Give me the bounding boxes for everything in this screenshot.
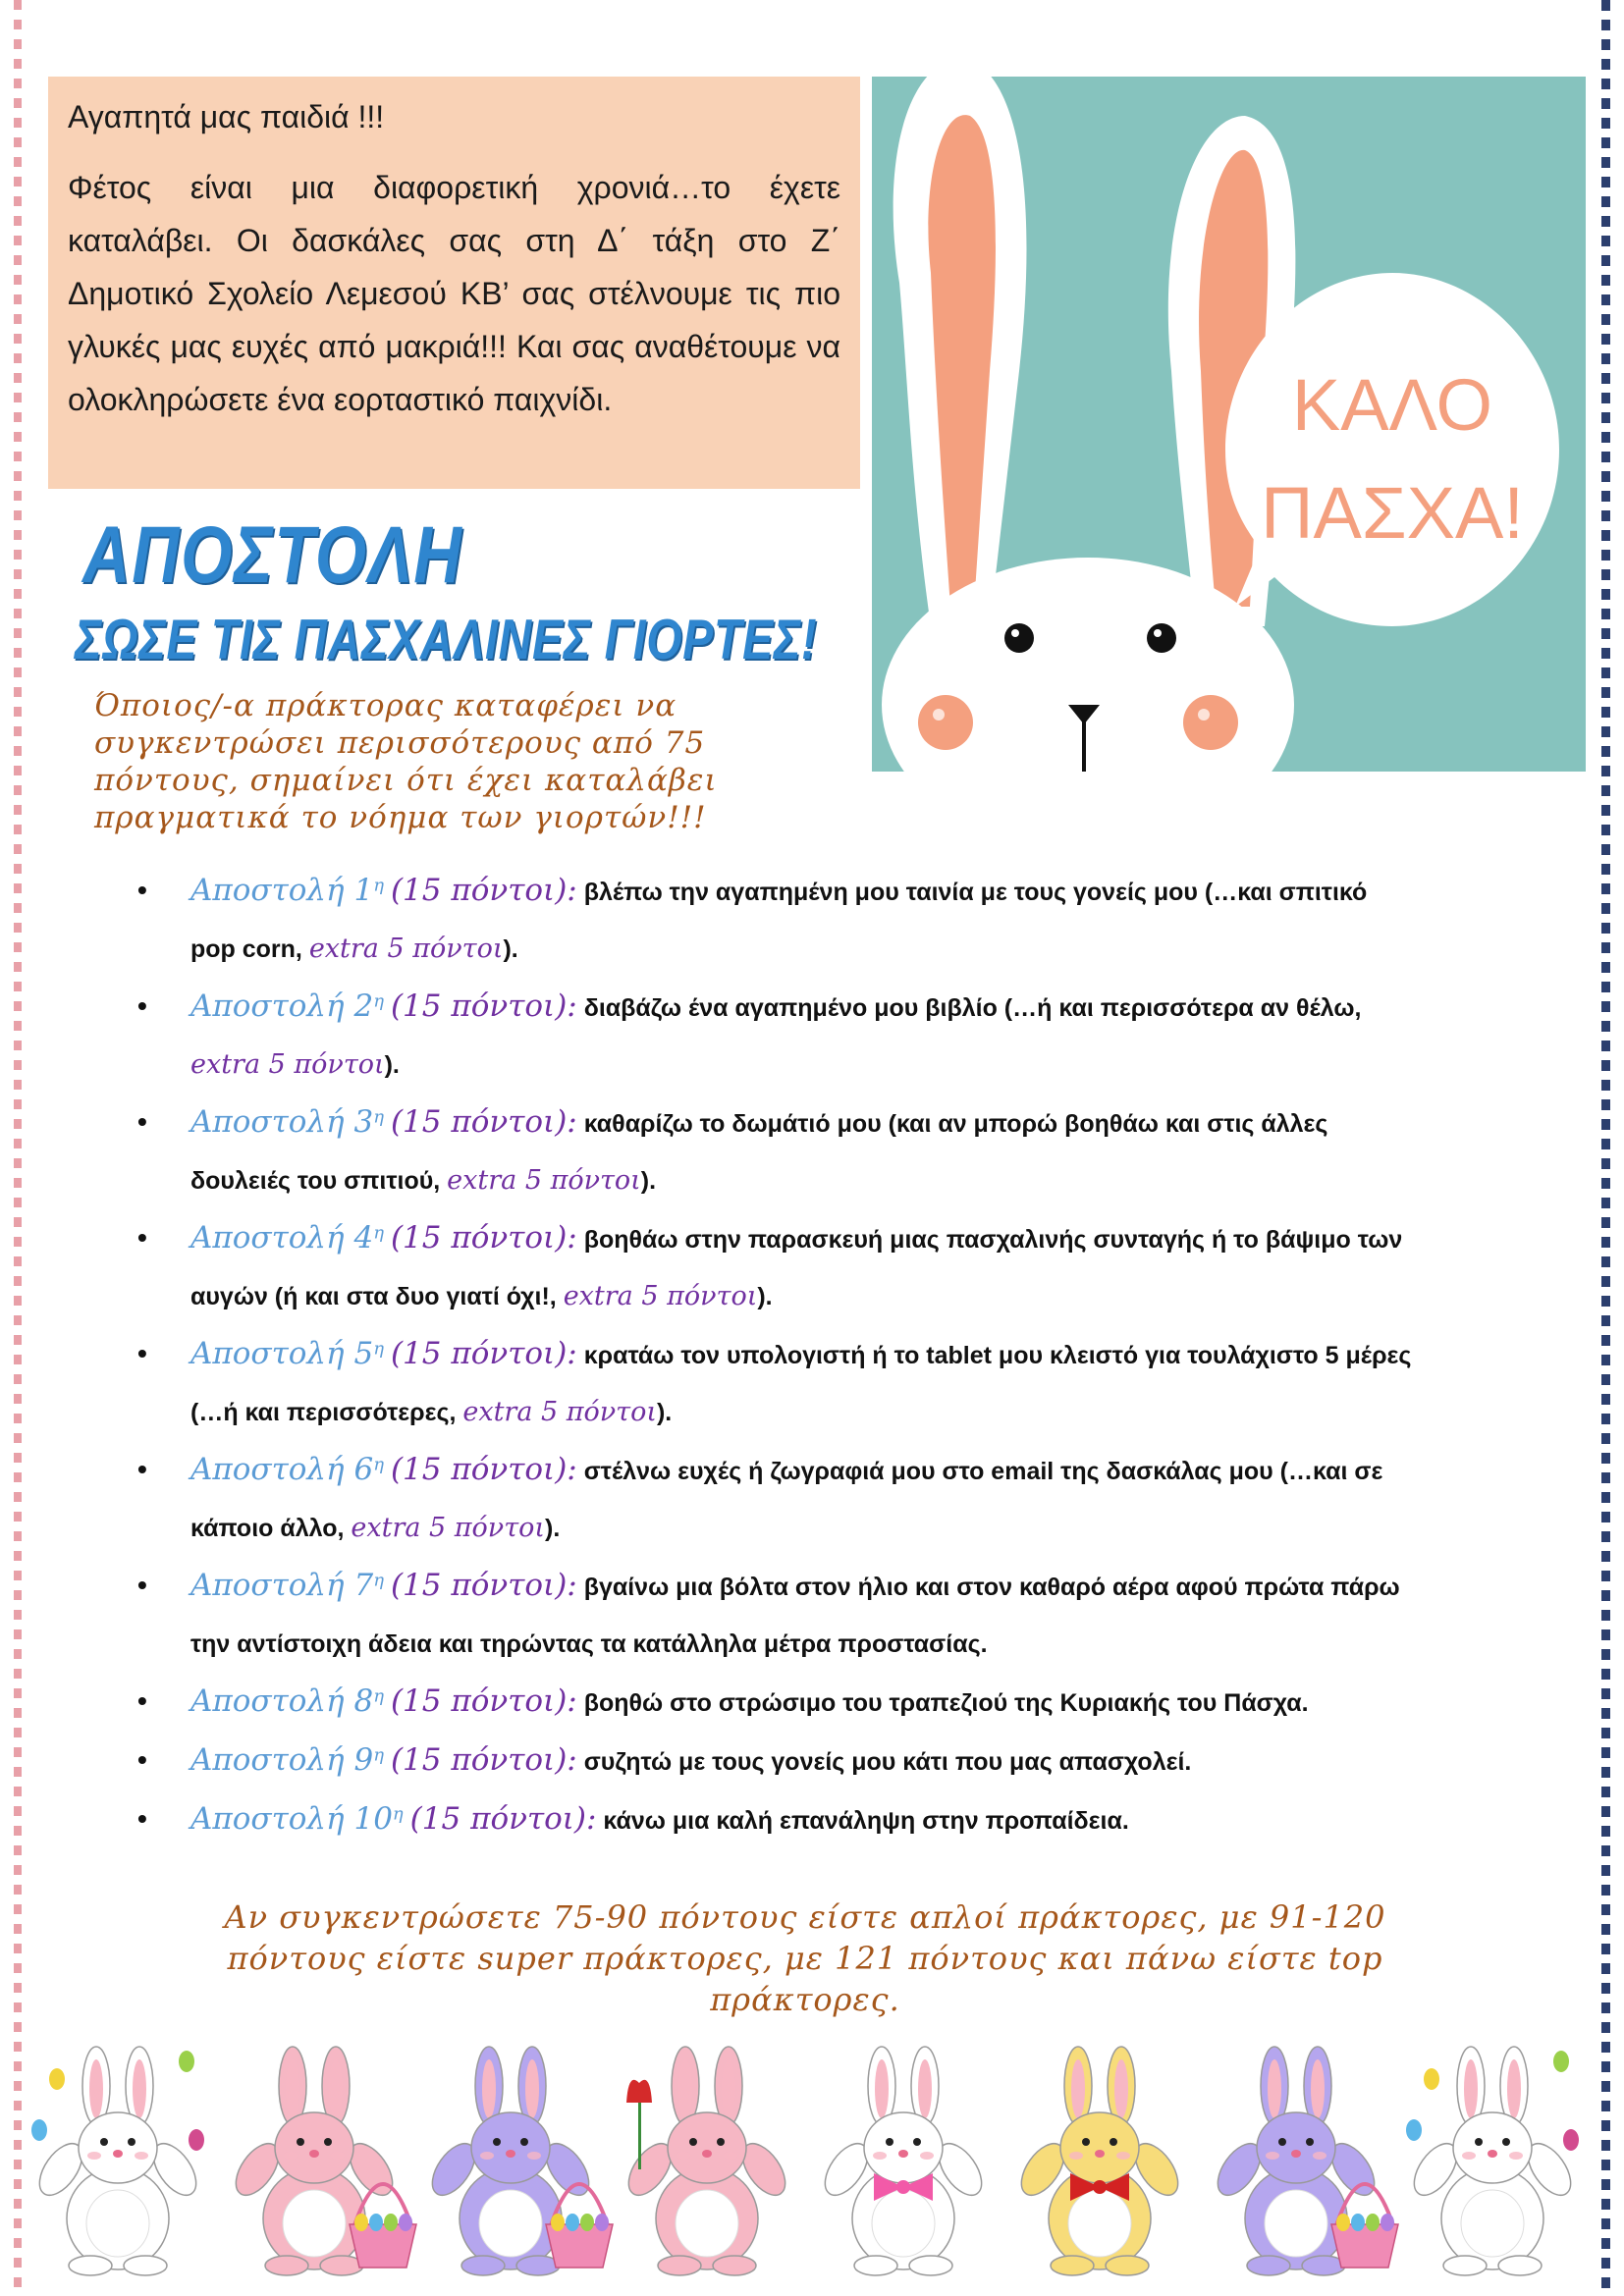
mission-label: Αποστολή 1 [190, 873, 374, 908]
mission-list [137, 862, 1414, 1849]
mission-points: (15 πόντοι): [390, 1568, 577, 1603]
mission-points: (15 πόντοι): [409, 1801, 597, 1837]
mission-extra: extra 5 πόντοι [447, 1165, 641, 1196]
mission-end: ). [384, 1051, 400, 1079]
mission-item [137, 978, 1414, 1094]
mission-points: (15 πόντοι): [390, 1104, 577, 1140]
bunny-figure [1406, 2047, 1580, 2275]
mission-item [137, 1557, 1414, 1673]
mission-item [137, 1441, 1414, 1557]
bunny-figure [424, 2047, 613, 2275]
mission-text: κρατάω τον υπολογιστή ή το tablet μου κλειστό για τουλάχιστο 5 μέρες (…ή και περισσότερες, [190, 1342, 1412, 1426]
mission-text: διαβάζω ένα αγαπημένο μου βιβλίο (…ή και περισσότερα αν θέλω, [576, 994, 1362, 1022]
easter-bunny-poster [872, 77, 1586, 772]
mission-extra: extra 5 πόντοι [351, 1513, 546, 1543]
mission-label: Αποστολή 3 [190, 1104, 374, 1140]
mission-extra: extra 5 πόντοι [462, 1397, 657, 1427]
bunny-face-illustration [872, 77, 1586, 772]
mission-label: Αποστολή 7 [190, 1568, 374, 1603]
mission-ordinal: η [373, 990, 384, 1012]
mission-end: ). [640, 1167, 657, 1195]
mission-ordinal: η [373, 1685, 384, 1707]
mission-points: (15 πόντοι): [390, 1452, 577, 1487]
left-dotted-border [14, 0, 22, 2296]
mission-label: Αποστολή 6 [190, 1452, 374, 1487]
mission-text: κάνω μια καλή επανάληψη στην προπαίδεια. [596, 1807, 1129, 1835]
mission-points: (15 πόντοι): [390, 873, 577, 908]
mission-ordinal: η [373, 1570, 384, 1591]
ranking-footer: Αν συγκεντρώσετε 75-90 πόντους είστε απλοί πράκτορες, με 91-120 πόντους είστε super πράκτορες, με 121 πόντους και πάνω είστε top πράκτορες. [224, 1898, 1386, 2018]
mission-points: (15 πόντοι): [390, 1683, 577, 1719]
poster-text-line2: ΠΑΣΧΑ! [1261, 472, 1524, 554]
mission-end: ). [656, 1399, 673, 1426]
mission-item [137, 862, 1414, 978]
mission-item [137, 1209, 1414, 1325]
mission-label: Αποστολή 5 [190, 1336, 374, 1371]
mission-ordinal: η [373, 1454, 384, 1475]
mission-label: Αποστολή 10 [190, 1801, 393, 1837]
intro-box [48, 77, 860, 489]
bunny-row [20, 2032, 1591, 2277]
mission-label: Αποστολή 2 [190, 988, 374, 1024]
mission-label: Αποστολή 9 [190, 1742, 374, 1778]
mission-ordinal: η [373, 1338, 384, 1360]
mission-end: ). [757, 1283, 773, 1310]
mission-ordinal: η [373, 1744, 384, 1766]
bunny-figure [1013, 2047, 1187, 2275]
mission-end: ). [503, 935, 518, 963]
mission-ordinal: η [392, 1803, 404, 1825]
mission-text: στέλνω ευχές ή ζωγραφιά μου στο email της δασκάλας μου (…και σε κάποιο άλλο, [190, 1458, 1383, 1542]
poster-text-line1: ΚΑΛΟ [1291, 364, 1493, 446]
mission-ordinal: η [373, 1106, 384, 1128]
title-save-easter: ΣΩΣΕ ΤΙΣ ΠΑΣΧΑΛΙΝΕΣ ΓΙΟΡΤΕΣ! [75, 608, 818, 671]
intro-greeting: Αγαπητά μας παιδιά !!! [68, 99, 385, 134]
mission-ordinal: η [373, 875, 384, 896]
mission-text: βοηθάω στην παρασκευή μιας πασχαλινής συνταγής ή το βάψιμο των αυγών (ή και στα δυο γιατί όχι!, [190, 1226, 1403, 1310]
bunny-figure [31, 2047, 205, 2275]
mission-label: Αποστολή 4 [190, 1220, 374, 1255]
bunny-figure [621, 2047, 794, 2275]
title-apostoli: ΑΠΟΣΤΟΛΗ [82, 510, 463, 600]
mission-end: ). [545, 1515, 561, 1542]
intro-body: Φέτος είναι μια διαφορετική χρονιά…το έχετε καταλάβει. Οι δασκάλες σας στη Δ΄ τάξη στο Ζ΄ Δημοτικό Σχολείο Λεμεσού ΚΒ’ σας στέλνουμε τις πιο γλυκές μας ευχές από μακριά!!! Και σας αναθέτουμε να ολοκληρώσετε ένα εορταστικό παιχνίδι. [68, 170, 840, 417]
right-dotted-border [1601, 0, 1610, 2296]
mission-label: Αποστολή 8 [190, 1683, 374, 1719]
bunny-figure [1210, 2047, 1398, 2275]
mission-text: συζητώ με τους γονείς μου κάτι που μας απασχολεί. [576, 1748, 1192, 1776]
mission-text: βλέπω την αγαπημένη μου ταινία με τους γονείς μου (…και σπιτικό pop corn, [190, 879, 1368, 963]
lead-text: Όποιος/-α πράκτορας καταφέρει να συγκεντρώσει περισσότερους από 75 πόντους, σημαίνει ότι έχει καταλάβει πραγματικά το νόημα των γιορτών!!! [94, 688, 718, 835]
mission-text: βοηθώ στο στρώσιμο του τραπεζιού της Κυριακής του Πάσχα. [576, 1689, 1309, 1717]
mission-item [137, 1325, 1414, 1441]
mission-ordinal: η [373, 1222, 384, 1244]
mission-points: (15 πόντοι): [390, 1336, 577, 1371]
mission-item [137, 1673, 1414, 1732]
bunny-figure [228, 2047, 416, 2275]
mission-item [137, 1094, 1414, 1209]
mission-text: βγαίνω μια βόλτα στον ήλιο και στον καθαρό αέρα αφού πρώτα πάρω την αντίστοιχη άδεια και τηρώντας τα κατάλληλα μέτρα προστασίας. [190, 1574, 1400, 1658]
mission-points: (15 πόντοι): [390, 1220, 577, 1255]
mission-extra: extra 5 πόντοι [190, 1049, 385, 1080]
mission-extra: extra 5 πόντοι [563, 1281, 758, 1311]
mission-points: (15 πόντοι): [390, 988, 577, 1024]
mission-item [137, 1790, 1414, 1849]
mission-points: (15 πόντοι): [390, 1742, 577, 1778]
mission-text: καθαρίζω το δωμάτιό μου (και αν μπορώ βοηθάω και στις άλλες δουλειές του σπιτιού, [190, 1110, 1328, 1195]
bunny-figure [817, 2047, 991, 2275]
bunny-row-illustration [20, 2032, 1591, 2277]
mission-item [137, 1732, 1414, 1790]
mission-extra: extra 5 πόντοι [308, 934, 504, 964]
